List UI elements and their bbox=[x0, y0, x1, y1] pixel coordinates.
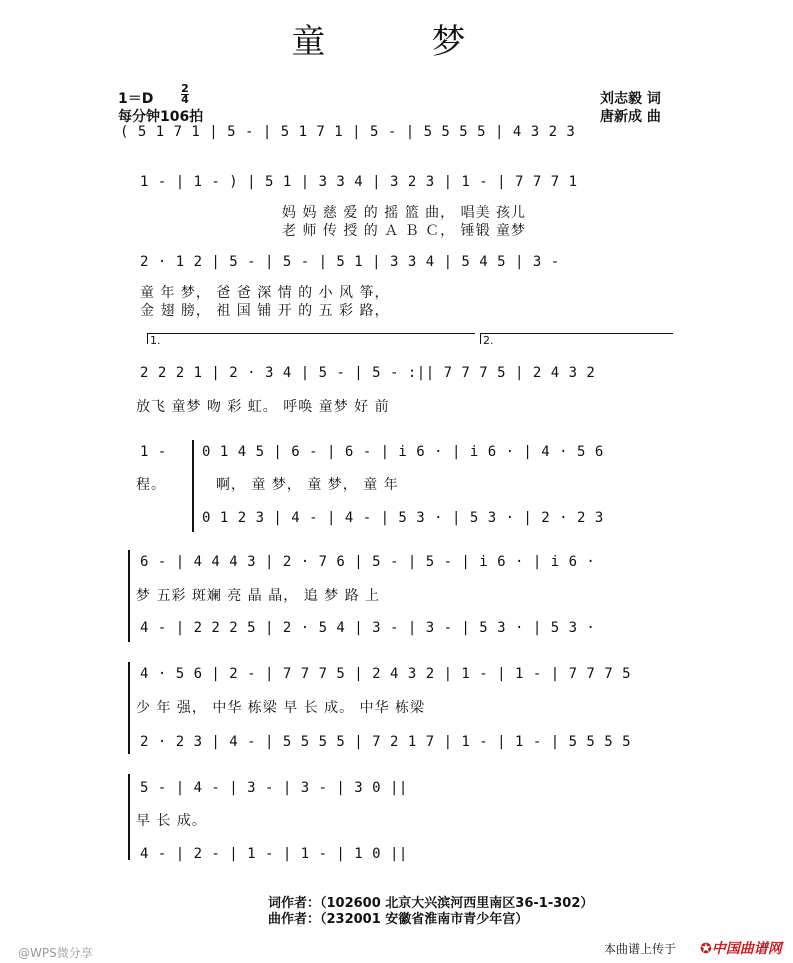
time-sig-top: 2 bbox=[181, 82, 189, 95]
system-8-lyric: 早 长 成。 bbox=[136, 813, 207, 829]
system-6-lyric: 梦 五彩 斑斓 亮 晶 晶， 追 梦 路 上 bbox=[136, 588, 381, 604]
system-2-lyric-2: 老 师 传 授 的 Ａ Ｂ Ｃ， 锤锻 童梦 bbox=[282, 223, 527, 239]
system-7-lower-notes: 2 · 2 3 | 4 - | 5 5 5 5 | 7 2 1 7 | 1 - | 1 - | 5 5 5 5 bbox=[140, 734, 632, 750]
system-3-notes: 2 · 1 2 | 5 - | 5 - | 5 1 | 3 3 4 | 5 4 5 | 3 - bbox=[140, 254, 560, 270]
logo-mark-icon: ✪ bbox=[700, 941, 712, 957]
tempo-marking: 每分钟106拍 bbox=[118, 109, 204, 125]
system-6-lower-notes: 4 - | 2 2 2 5 | 2 · 5 4 | 3 - | 3 - | 5 3 · | 5 3 · bbox=[140, 620, 596, 636]
volta-first-ending bbox=[147, 333, 475, 347]
upload-note: 本曲谱上传于 bbox=[604, 942, 677, 956]
system-5-lower-notes: 0 1 2 3 | 4 - | 4 - | 5 3 · | 5 3 · | 2 · 2 3 bbox=[202, 510, 604, 526]
system-2-notes: 1 - | 1 - ) | 5 1 | 3 3 4 | 3 2 3 | 1 - | 7 7 7 1 bbox=[140, 174, 578, 190]
composer-address: 曲作者：（232001 安徽省淮南市青少年宫） bbox=[268, 912, 529, 927]
composer-credit: 唐新成 曲 bbox=[600, 109, 661, 125]
system-4-lyric-1: 放飞 童梦 吻 彩 虹。 呼唤 童梦 好 前 bbox=[136, 399, 390, 415]
system-3-lyric-2: 金 翅 膀， 祖 国 铺 开 的 五 彩 路， bbox=[140, 303, 390, 319]
system-8-upper-notes: 5 - | 4 - | 3 - | 3 - | 3 0 || bbox=[140, 780, 408, 796]
system-6-brace bbox=[128, 550, 130, 642]
system-2-lyric-1: 妈 妈 慈 爱 的 摇 篮 曲， 唱美 孩儿 bbox=[282, 205, 527, 221]
page-title: 童 梦 bbox=[291, 22, 502, 62]
system-4-notes: 2 2 2 1 | 2 · 3 4 | 5 - | 5 - :|| 7 7 7 5 | 2 4 3 2 bbox=[140, 365, 596, 381]
system-5-lead-lyric: 程。 bbox=[136, 477, 166, 493]
lyricist-address: 词作者：（102600 北京大兴滨河西里南区36-1-302） bbox=[268, 896, 594, 911]
system-5-brace bbox=[192, 440, 194, 532]
system-8-brace bbox=[128, 774, 130, 860]
system-5-upper-lyric: 啊， 童 梦， 童 梦， 童 年 bbox=[216, 477, 399, 493]
system-3-lyric-1: 童 年 梦， 爸 爸 深 情 的 小 风 筝， bbox=[140, 285, 390, 301]
system-7-lyric: 少 年 强， 中华 栋梁 早 长 成。 中华 栋梁 bbox=[136, 700, 426, 716]
time-sig-bottom: 4 bbox=[181, 93, 189, 106]
volta-second-ending bbox=[480, 333, 673, 347]
site-logo bbox=[700, 938, 782, 958]
time-signature bbox=[181, 84, 189, 105]
system-6-upper-notes: 6 - | 4 4 4 3 | 2 · 7 6 | 5 - | 5 - | i 6 · | i 6 · bbox=[140, 554, 596, 570]
lyricist-credit: 刘志毅 词 bbox=[600, 91, 661, 107]
system-7-upper-notes: 4 · 5 6 | 2 - | 7 7 7 5 | 2 4 3 2 | 1 - | 1 - | 7 7 7 5 bbox=[140, 666, 632, 682]
system-5-upper-notes: 0 1 4 5 | 6 - | 6 - | i 6 · | i 6 · | 4 · 5 6 bbox=[202, 444, 604, 460]
system-8-lower-notes: 4 - | 2 - | 1 - | 1 - | 1 0 || bbox=[140, 846, 408, 862]
system-5-lead-notes: 1 - bbox=[140, 444, 167, 460]
brand-name: 中国曲谱网 bbox=[711, 941, 782, 957]
volta-1-label: 1. bbox=[150, 334, 161, 347]
system-7-brace bbox=[128, 662, 130, 754]
system-1-notes: ( 5 1 7 1 | 5 - | 5 1 7 1 | 5 - | 5 5 5 5 | 4 3 2 3 bbox=[120, 124, 576, 140]
volta-2-label: 2. bbox=[483, 334, 494, 347]
key-signature: 1＝D bbox=[118, 91, 154, 107]
wps-share-watermark: @WPS微分享 bbox=[18, 946, 93, 960]
